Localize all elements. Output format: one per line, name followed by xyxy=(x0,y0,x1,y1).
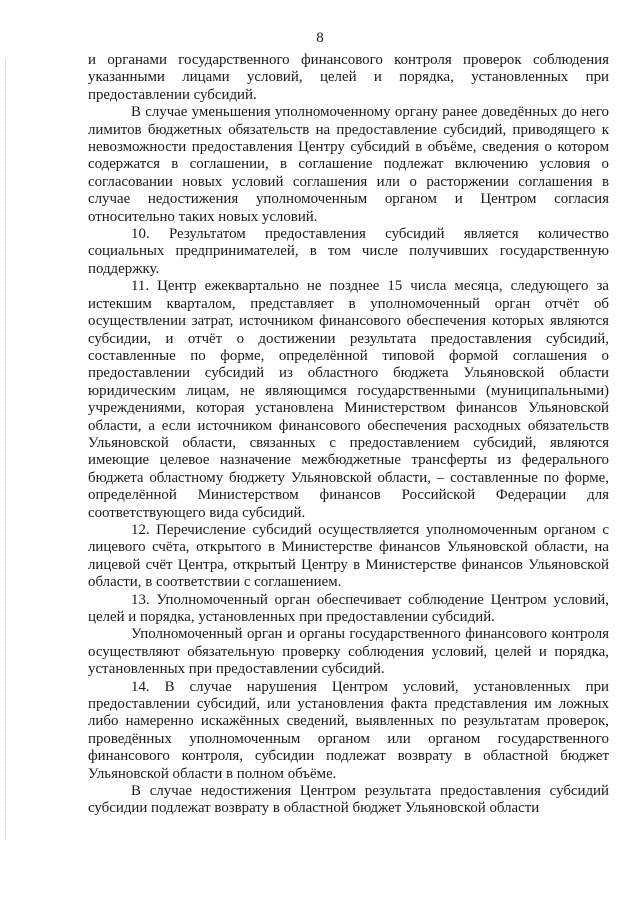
paragraph-refund-result: В случае недостижения Центром результата предоставления субсидий субсидии подлежат возврату в областной бюджет Ульяновской области xyxy=(88,783,609,817)
paragraph-11-reporting: 11. Центр ежеквартально не позднее 15 числа месяца, следующего за истекшим кварталом, представляет в уполномоченный орган отчёт об осуществлении затрат, источником финансового обеспечения которых являются субсидии, и отчёт о достижении результата предоставления субсидий, составленные по форме, определённой типовой формой соглашения о предоставлении субсидий из областного бюджета Ульяновской области юридическим лицам, не являющимся государственными (муниципальными) учреждениями, которая установлена Министерством финансов Ульяновской области, а если источником финансового обеспечения расходных обязательств Ульяновской области, связанных с предоставлением субсидий, являются имеющие целевое назначение межбюджетные трансферты из федерального бюджета областному бюджету Ульяновской области, – составленные по форме, определённой Министерством финансов Российской Федерации для соответствующего вида субсидий. xyxy=(88,278,609,521)
paragraph-control-check: Уполномоченный орган и органы государственного финансового контроля осуществляют обязательную проверку соблюдения условий, целей и порядка, установленных при предоставлении субсидий. xyxy=(88,626,609,678)
paragraph-13-compliance: 13. Уполномоченный орган обеспечивает соблюдение Центром условий, целей и порядка, установленных при предоставлении субсидий. xyxy=(88,591,609,625)
paragraph-budget-limits: В случае уменьшения уполномоченному органу ранее доведённых до него лимитов бюджетных обязательств на предоставление субсидий, приводящего к невозможности предоставления Центру субсидий в объёме, сведения о котором содержатся в соглашении, в соглашение подлежат включению условия о согласовании новых условий соглашения или о расторжении соглашения в случае недостижения уполномоченным органом и Центром согласия относительно таких новых условий. xyxy=(88,104,609,225)
paragraph-10-result: 10. Результатом предоставления субсидий является количество социальных предпринимателей, в том числе получивших государственную поддержку. xyxy=(88,226,609,277)
scan-edge-marks xyxy=(5,60,9,840)
document-body xyxy=(88,52,609,818)
paragraph-continuation: и органами государственного финансового контроля проверок соблюдения указанными лицами условий, целей и порядка, установленных при предоставлении субсидий. xyxy=(88,52,609,103)
paragraph-14-refund: 14. В случае нарушения Центром условий, установленных при предоставлении субсидий, или установления факта представления им ложных либо намеренно искажённых сведений, выявленных по результатам проверок, проведённых уполномоченным органом или органом государственного финансового контроля, субсидии подлежат возврату в областной бюджет Ульяновской области в полном объёме. xyxy=(88,678,609,782)
paragraph-12-transfer: 12. Перечисление субсидий осуществляется уполномоченным органом с лицевого счёта, открытого в Министерстве финансов Ульяновской области, на лицевой счёт Центра, открытый Центру в Министерстве финансов Ульяновской области, в соответствии с соглашением. xyxy=(88,521,609,591)
page-number: 8 xyxy=(316,30,324,46)
